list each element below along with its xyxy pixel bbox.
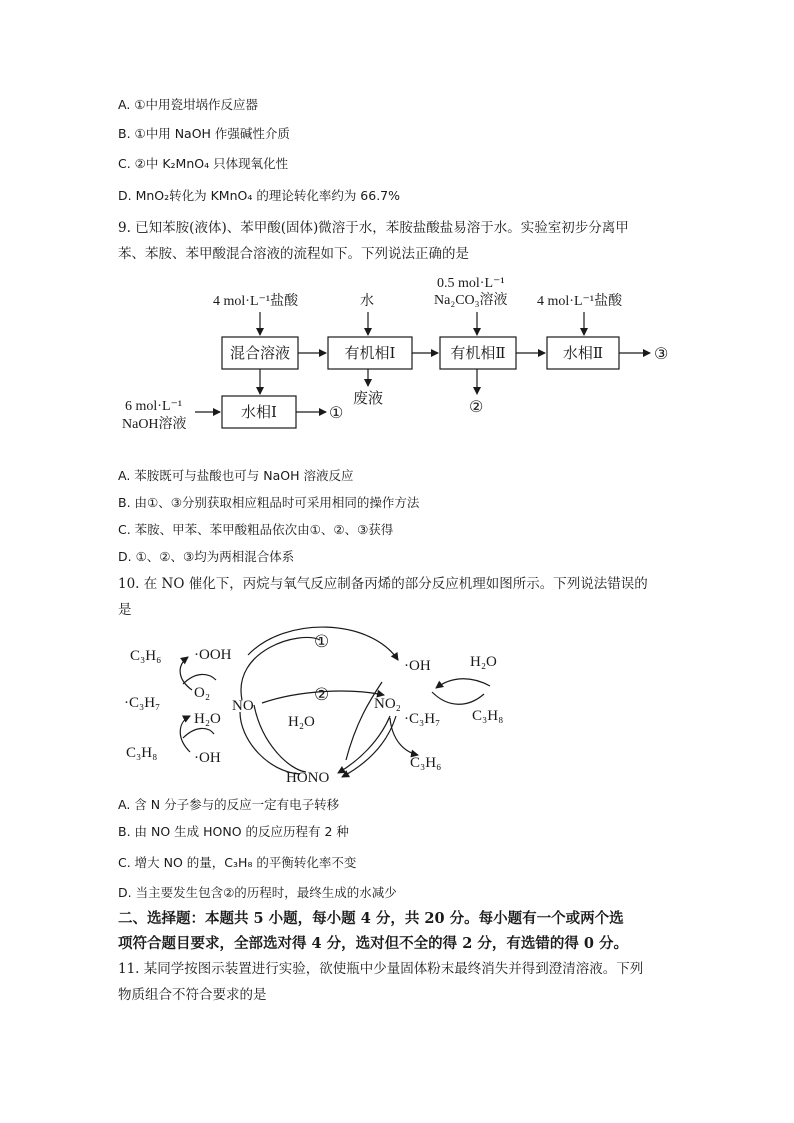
- box-aqueous-2-label: 水相Ⅱ: [562, 346, 604, 362]
- no2-label: NO₂: [374, 696, 401, 712]
- reagent-water: 水: [360, 294, 374, 309]
- section2-heading-line1: 二、选择题：本题共 5 小题，每小题 4 分，共 20 分。每小题有一个或两个选: [118, 910, 624, 927]
- pathway-2-label: ②: [314, 685, 330, 704]
- q10-option-d: D. 当主要发生包含②的历程时，最终生成的水减少: [118, 885, 397, 900]
- no-label: NO: [232, 698, 254, 714]
- section2-heading-line2: 项符合题目要求，全部选对得 4 分，选对但不全的得 2 分，有选错的得 0 分。: [118, 935, 629, 952]
- q11-stem-line2: 物质组合不符合要求的是: [118, 987, 267, 1003]
- box-mixed-label: 混合溶液: [229, 346, 291, 362]
- c3h6-bottom: C₃H₆: [410, 755, 442, 771]
- q10-option-a: A. 含 N 分子参与的反应一定有电子转移: [118, 797, 340, 812]
- product-2: ②: [469, 399, 484, 416]
- waste-liquid-label: 废液: [352, 391, 384, 407]
- box-organic-1-label: 有机相Ⅰ: [344, 346, 396, 362]
- q10-stem-line1: 10. 在 NO 催化下，丙烷与氧气反应制备丙烯的部分反应机理如图所示。下列说法错误的: [118, 576, 648, 592]
- box-aqueous-1-label: 水相Ⅰ: [241, 405, 277, 421]
- q8-option-c: C. ②中 K₂MnO₄ 只体现氧化性: [118, 156, 289, 171]
- h2o-left: H₂O: [194, 711, 221, 727]
- oh-right: ·OH: [404, 658, 431, 674]
- q10-mechanism-diagram: [0, 625, 794, 785]
- q9-option-c: C. 苯胺、甲苯、苯甲酸粗品依次由①、②、③获得: [118, 522, 394, 537]
- reagent-naoh-line1: 6 mol·L⁻¹: [125, 399, 183, 414]
- pathway-1-label: ①: [314, 632, 330, 651]
- product-3: ③: [654, 346, 669, 363]
- q10-stem-line2: 是: [118, 602, 132, 618]
- q9-option-d: D. ①、②、③均为两相混合体系: [118, 549, 295, 564]
- reagent-na2co3-line2: Na₂CO₃溶液: [434, 293, 508, 308]
- ooh-radical: ·OOH: [194, 647, 232, 663]
- c3h8-left: C₃H₈: [126, 745, 158, 761]
- reagent-na2co3-line1: 0.5 mol·L⁻¹: [437, 276, 505, 291]
- h2o-right: H₂O: [470, 654, 497, 670]
- q10-option-b: B. 由 NO 生成 HONO 的反应历程有 2 种: [118, 824, 349, 839]
- c3h7-right: ·C₃H₇: [404, 711, 441, 727]
- c3h8-right: C₃H₈: [472, 708, 504, 724]
- box-organic-2-label: 有机相Ⅱ: [450, 346, 506, 362]
- reagent-hcl-1: 4 mol·L⁻¹盐酸: [213, 294, 299, 309]
- oh-left: ·OH: [194, 750, 221, 766]
- hono-label: HONO: [286, 770, 330, 785]
- q11-stem-line1: 11. 某同学按图示装置进行实验，欲使瓶中少量固体粉末最终消失并得到澄清溶液。下列: [118, 961, 644, 977]
- o2-label: O₂: [194, 685, 211, 701]
- q9-option-a: A. 苯胺既可与盐酸也可与 NaOH 溶液反应: [118, 468, 354, 483]
- q9-stem-line1: 9. 已知苯胺(液体)、苯甲酸(固体)微溶于水，苯胺盐酸盐易溶于水。实验室初步分离甲: [118, 220, 629, 236]
- q8-option-a: A. ①中用瓷坩埚作反应器: [118, 97, 258, 112]
- c3h6-top: C₃H₆: [130, 648, 162, 664]
- q9-flow-diagram: [0, 265, 794, 435]
- reagent-naoh-line2: NaOH溶液: [122, 417, 187, 432]
- q10-option-c: C. 增大 NO 的量，C₃H₈ 的平衡转化率不变: [118, 855, 357, 870]
- c3h7-left: ·C₃H₇: [124, 695, 161, 711]
- product-1: ①: [329, 405, 344, 422]
- q9-stem-line2: 苯、苯胺、苯甲酸混合溶液的流程如下。下列说法正确的是: [118, 246, 469, 262]
- q9-option-b: B. 由①、③分别获取相应粗品时可采用相同的操作方法: [118, 495, 420, 510]
- q8-option-b: B. ①中用 NaOH 作强碱性介质: [118, 126, 290, 141]
- reagent-hcl-2: 4 mol·L⁻¹盐酸: [537, 294, 623, 309]
- h2o-center: H₂O: [288, 714, 315, 730]
- q8-option-d: D. MnO₂转化为 KMnO₄ 的理论转化率约为 66.7%: [118, 188, 401, 203]
